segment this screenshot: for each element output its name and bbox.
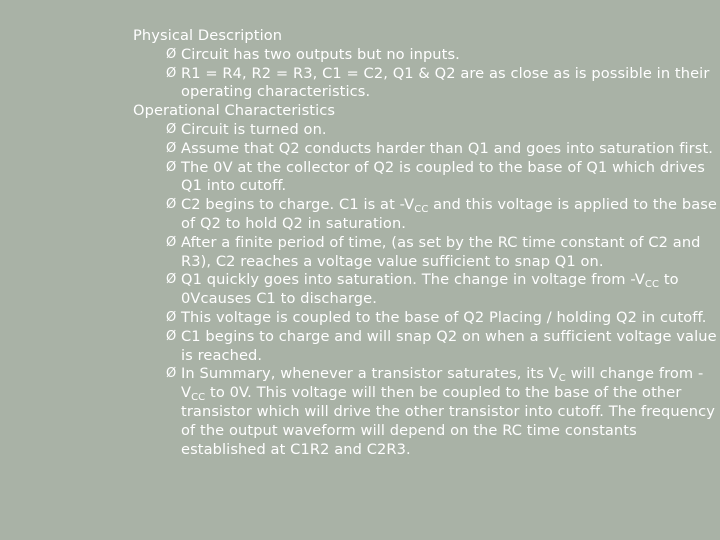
arrow-bullet-icon: Ø xyxy=(166,140,177,156)
operational-characteristics-heading: Operational Characteristics xyxy=(133,102,336,120)
bullet-item: Ø This voltage is coupled to the base of Q2 Placing / holding Q2 in cutoff. xyxy=(166,308,707,326)
arrow-bullet-icon: Ø xyxy=(166,65,177,81)
physical-description-heading: Physical Description xyxy=(133,27,283,44)
arrow-bullet-icon: Ø xyxy=(166,366,177,382)
arrow-bullet-icon: Ø xyxy=(166,121,177,137)
bullet-item: Ø In Summary, whenever a transistor saturates, its $V_C$ will change from $-V_{CC}$ to 0V. This voltage will then be coupled to the base of the other transistor which will drive the other transistor into cutoff. The frequency of the output waveform will depend on the RC time constants established at C1R2 and C2R3. xyxy=(166,365,715,458)
bullet-item: Ø After a finite period of time, (as set by the RC time constant of C2 and R3), C2 reaches a voltage value sufficient to snap Q1 on. xyxy=(166,233,701,270)
slide-body xyxy=(133,27,717,459)
arrow-bullet-icon: Ø xyxy=(166,309,177,325)
bullet-item: Ø C2 begins to charge. C1 is at $-V_{CC}$ and this voltage is applied to the base of Q2 to hold Q2 in saturation. xyxy=(166,196,718,232)
bullet-item: Ø Circuit is turned on. xyxy=(166,120,327,138)
bullet-item: Ø The 0V at the collector of Q2 is coupled to the base of Q1 which drives Q1 into cutoff. xyxy=(166,158,705,195)
bullet-item: Ø Q1 quickly goes into saturation. The change in voltage from $-V_{CC}$ to 0Vcauses C1 to discharge. xyxy=(166,271,679,308)
arrow-bullet-icon: Ø xyxy=(166,234,177,250)
bullet-item: Ø Circuit has two outputs but no inputs. xyxy=(166,45,460,63)
arrow-bullet-icon: Ø xyxy=(166,197,177,213)
arrow-bullet-icon: Ø xyxy=(166,328,177,344)
bullet-item: Ø R1 = R4, R2 = R3, C1 = C2, Q1 & Q2 are as close as is possible in their operating characteristics. xyxy=(166,64,710,101)
bullet-item: Ø Assume that Q2 conducts harder than Q1 and goes into saturation first. xyxy=(166,139,714,157)
arrow-bullet-icon: Ø xyxy=(166,272,177,288)
arrow-bullet-icon: Ø xyxy=(166,159,177,175)
arrow-bullet-icon: Ø xyxy=(166,46,177,62)
bullet-item: Ø C1 begins to charge and will snap Q2 on when a sufficient voltage value is reached. xyxy=(166,327,717,364)
